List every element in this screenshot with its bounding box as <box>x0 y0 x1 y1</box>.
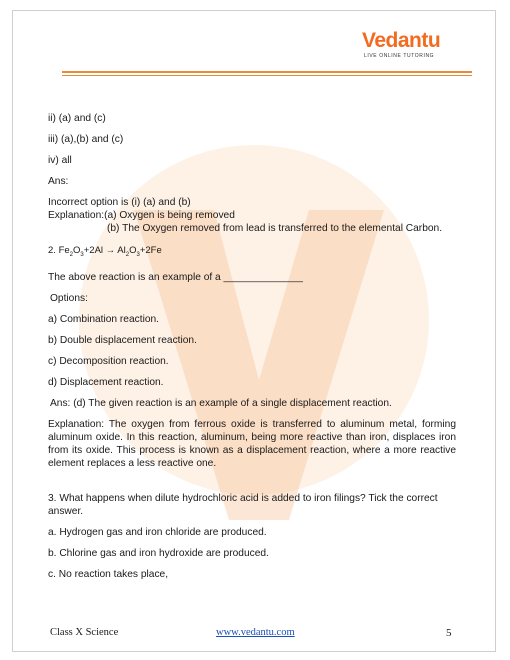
option-iii: iii) (a),(b) and (c) <box>48 134 124 145</box>
q2-option-a: a) Combination reaction. <box>48 313 159 325</box>
q3-option-a: a. Hydrogen gas and iron chloride are produced. <box>48 526 267 538</box>
vedantu-logo <box>362 30 462 59</box>
q2-option-d: d) Displacement reaction. <box>48 376 164 388</box>
footer-subject: Class X Science <box>50 627 119 638</box>
header-rule-thick <box>62 71 472 73</box>
option-ii: ii) (a) and (c) <box>48 113 106 124</box>
explanation-a: Explanation:(a) Oxygen is being removed <box>48 210 235 221</box>
q3-question: 3. What happens when dilute hydrochloric acid is added to iron filings? Tick the correct answer. <box>48 492 438 517</box>
page-content <box>48 112 456 581</box>
page-number: 5 <box>446 627 452 639</box>
logo-tagline: LIVE ONLINE TUTORING <box>364 53 435 59</box>
incorrect-option: Incorrect option is (i) (a) and (b) <box>48 197 191 208</box>
q2-option-c: c) Decomposition reaction. <box>48 355 169 367</box>
option-iv: iv) all <box>48 155 72 166</box>
answer-label: Ans: <box>48 176 69 187</box>
footer-website-link[interactable]: www.vedantu.com <box>216 627 295 638</box>
q2-equation: 2. $Fe_2O_3+2Al \to Al_2O_3+2Fe$ <box>48 245 162 258</box>
q2-option-b: b) Double displacement reaction. <box>48 334 197 346</box>
explanation-b: (b) The Oxygen removed from lead is transferred to the elemental Carbon. <box>107 223 443 234</box>
header-rule-thin <box>62 75 472 76</box>
logo-wordmark: Vedantu <box>362 29 441 52</box>
q2-stem: The above reaction is an example of a ______________ <box>48 271 303 283</box>
q3-option-b: b. Chlorine gas and iron hydroxide are produced. <box>48 547 269 559</box>
q2-answer: Ans: (d) The given reaction is an example of a single displacement reaction. <box>50 397 392 409</box>
q2-explanation: Explanation: The oxygen from ferrous oxide is transferred to aluminum metal, forming aluminum oxide. In this reaction, aluminum, being more reactive than iron, displaces iron from its oxide. This process is known as a displacement reaction, where a more reactive element replaces a less reactive one. <box>48 418 456 469</box>
q2-options-label: Options: <box>50 292 88 304</box>
q3-option-c: c. No reaction takes place, <box>48 568 169 580</box>
